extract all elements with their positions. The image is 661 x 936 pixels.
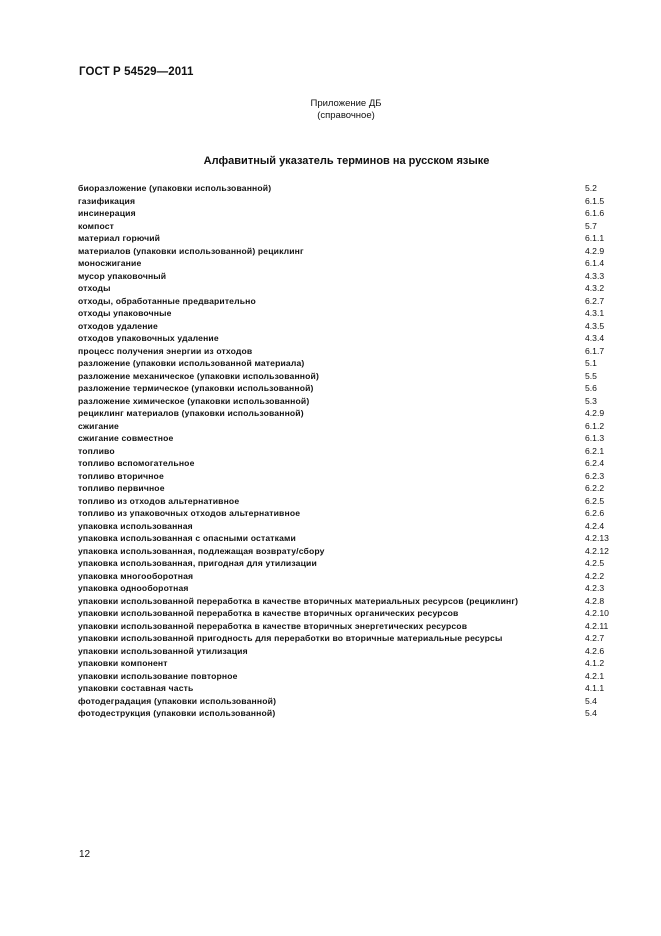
index-entry [78,270,618,283]
index-entry [78,532,618,545]
index-entry [78,295,618,308]
index-ref: 5.4 [585,708,597,718]
index-term: разложение механическое (упаковки использованной) [78,370,319,381]
index-ref: 6.1.6 [585,208,605,218]
index-term: упаковка многооборотная [78,570,194,581]
index-ref: 6.1.7 [585,345,605,356]
index-ref: 5.7 [585,220,597,231]
index-term: материал горючий [78,233,161,243]
index-ref: 6.2.7 [585,295,605,306]
index-term: фотодеструкция (упаковки использованной) [78,708,276,718]
document-code: ГОСТ Р 54529—2011 [79,66,194,78]
index-entry [78,695,618,708]
index-entry [78,545,618,558]
index-term: процесс получения энергии из отходов [78,345,253,356]
index-entry [78,220,618,233]
index-term: топливо [78,445,115,456]
index-term: упаковки использование повторное [78,670,238,681]
index-term: упаковка использованная, подлежащая возврату/сбору [78,545,325,556]
index-term: упаковки использованной пригодность для переработки во вторичные материальные ресурсы [78,633,503,643]
page-title: Алфавитный указатель терминов на русском языке [203,155,490,167]
index-ref: 4.2.2 [585,570,605,581]
index-ref: 6.2.4 [585,458,605,468]
index-ref: 5.5 [585,370,597,381]
index-term: упаковки компонент [78,658,168,668]
index-entry [78,307,618,320]
index-term: отходов удаление [78,320,158,331]
index-ref: 4.2.4 [585,520,605,531]
index-entry [78,707,618,720]
index-entry [78,357,618,370]
index-term: разложение термическое (упаковки использованной) [78,383,314,393]
index-term: упаковки использованной переработка в качестве вторичных энергетических ресурсов [78,620,468,631]
index-term: рециклинг материалов (упаковки использованной) [78,408,304,418]
index-entry [78,670,618,683]
index-term: топливо первичное [78,483,165,493]
index-term: отходов упаковочных удаление [78,333,219,343]
page-number: 12 [79,849,91,860]
index-ref: 4.2.7 [585,633,605,643]
index-ref: 5.1 [585,358,597,368]
index-term: биоразложение (упаковки использованной) [78,183,272,193]
index-entry [78,607,618,620]
index-entry [78,445,618,458]
index-ref: 4.2.6 [585,645,605,656]
index-ref: 4.2.9 [585,245,605,256]
index-entry [78,682,618,695]
index-term: упаковка однооборотная [78,583,189,593]
index-entry [78,620,618,633]
index-entry [78,595,618,608]
index-term: топливо вспомогательное [78,458,195,468]
index-entry [78,482,618,495]
index-ref: 4.1.2 [585,658,605,668]
index-ref: 4.2.3 [585,583,605,593]
index-term: инсинерация [78,208,136,218]
index-ref: 4.2.13 [585,533,609,543]
index-term: газификация [78,195,136,206]
index-ref: 4.3.1 [585,308,605,318]
index-ref: 4.3.4 [585,333,605,343]
index-entry [78,257,618,270]
index-term: отходы упаковочные [78,308,172,318]
appendix-heading [0,98,661,122]
term-index [78,182,618,720]
index-term: материалов (упаковки использованной) рециклинг [78,245,304,256]
index-term: упаковки составная часть [78,683,194,693]
index-entry [78,232,618,245]
index-ref: 6.1.4 [585,258,605,268]
index-ref: 6.2.5 [585,495,605,506]
index-ref: 4.2.10 [585,608,609,618]
index-entry [78,507,618,520]
index-term: сжигание совместное [78,433,174,443]
index-ref: 4.2.9 [585,408,605,418]
appendix-name: Приложение ДБ [310,98,382,109]
index-term: упаковки использованной утилизация [78,645,248,656]
index-ref: 4.3.5 [585,320,605,331]
index-term: упаковки использованной переработка в качестве вторичных органических ресурсов [78,608,459,618]
index-entry [78,207,618,220]
appendix-kind: (справочное) [317,110,375,121]
index-ref: 5.4 [585,695,597,706]
index-term: мусор упаковочный [78,270,167,281]
index-entry [78,520,618,533]
index-ref: 6.2.3 [585,470,605,481]
index-entry [78,470,618,483]
index-term: моносжигание [78,258,142,268]
index-ref: 4.2.1 [585,670,605,681]
index-term: упаковка использованная с опасными остатками [78,533,296,543]
index-entry [78,570,618,583]
index-entry [78,495,618,508]
index-ref: 4.2.8 [585,595,605,606]
index-ref: 5.6 [585,383,597,393]
index-term: топливо вторичное [78,470,164,481]
index-term: отходы, обработанные предварительно [78,295,256,306]
index-entry [78,395,618,408]
index-entry [78,632,618,645]
index-term: компост [78,220,115,231]
index-entry [78,282,618,295]
index-entry [78,332,618,345]
index-entry [78,432,618,445]
index-term: упаковки использованной переработка в качестве вторичных материальных ресурсов (рециклинг) [78,595,519,606]
index-term: топливо из отходов альтернативное [78,495,240,506]
index-ref: 4.3.2 [585,283,605,293]
index-ref: 6.1.1 [585,233,605,243]
index-ref: 5.2 [585,183,597,193]
index-entry [78,657,618,670]
index-term: упаковка использованная [78,520,193,531]
index-ref: 6.2.2 [585,483,605,493]
index-term: фотодеградация (упаковки использованной) [78,695,277,706]
index-ref: 6.1.3 [585,433,605,443]
index-entry [78,182,618,195]
index-entry [78,582,618,595]
index-term: упаковка использованная, пригодная для утилизации [78,558,317,568]
index-ref: 4.3.3 [585,270,605,281]
index-entry [78,457,618,470]
index-term: топливо из упаковочных отходов альтернативное [78,508,301,518]
index-ref: 6.2.6 [585,508,605,518]
index-ref: 4.1.1 [585,683,605,693]
index-entry [78,345,618,358]
index-ref: 5.3 [585,395,597,406]
index-ref: 4.2.5 [585,558,605,568]
index-entry [78,370,618,383]
index-entry [78,245,618,258]
index-term: разложение (упаковки использованной материала) [78,358,305,368]
index-ref: 6.1.5 [585,195,605,206]
index-entry [78,382,618,395]
index-entry [78,320,618,333]
index-entry [78,420,618,433]
index-entry [78,557,618,570]
index-term: разложение химическое (упаковки использованной) [78,395,310,406]
index-ref: 6.2.1 [585,445,605,456]
index-term: сжигание [78,420,119,431]
index-ref: 6.1.2 [585,420,605,431]
index-term: отходы [78,283,111,293]
index-entry [78,645,618,658]
index-ref: 4.2.11 [585,620,609,631]
index-ref: 4.2.12 [585,545,609,556]
index-entry [78,195,618,208]
index-entry [78,407,618,420]
